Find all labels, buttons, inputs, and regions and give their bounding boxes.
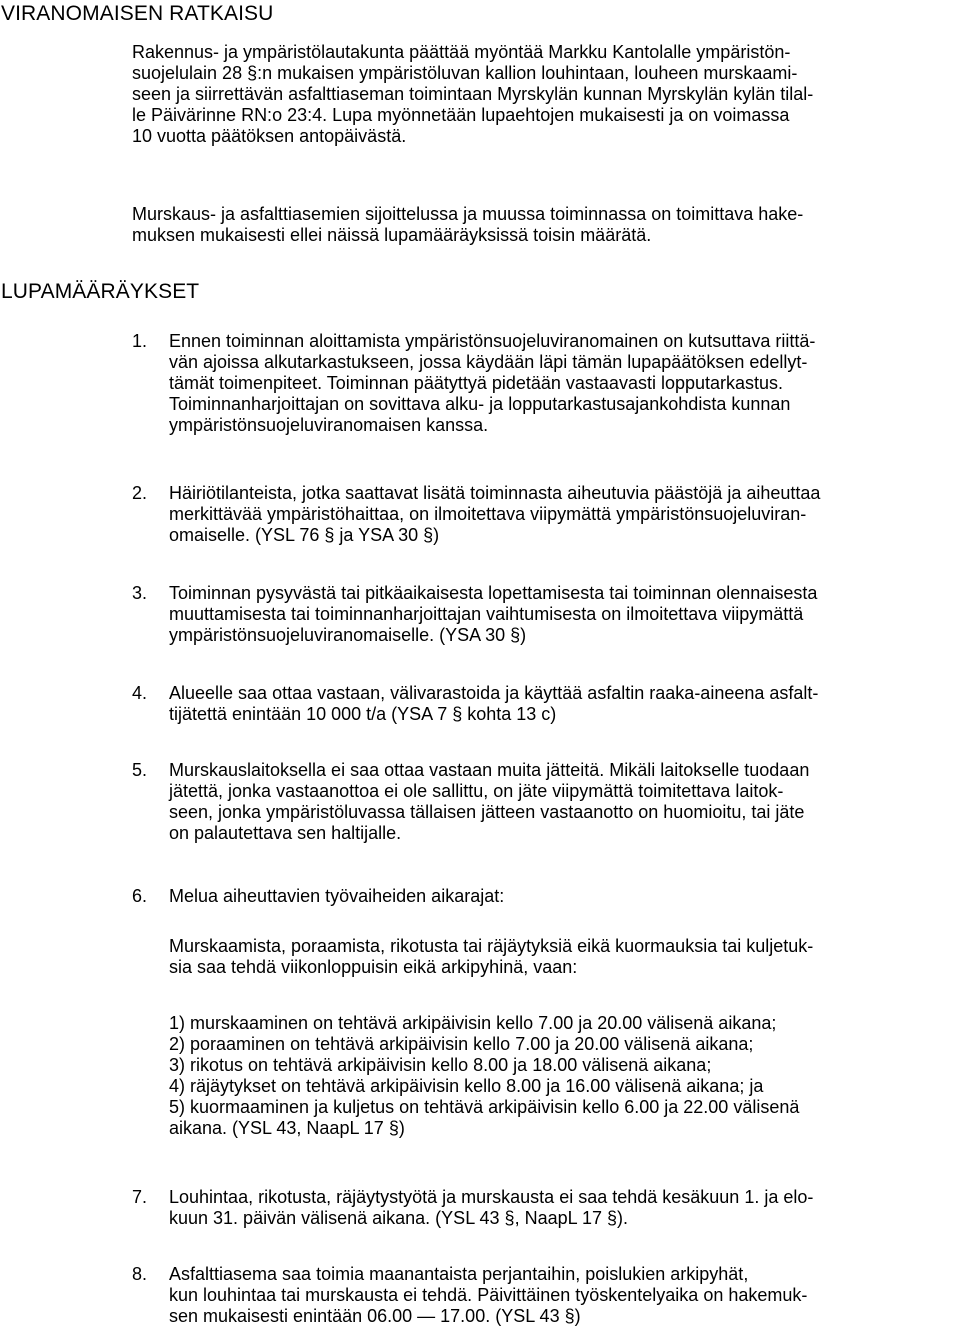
- condition-item: [132, 1264, 960, 1327]
- text-line: le Päivärinne RN:o 23:4. Lupa myönnetään lupaehtojen mukaisesti ja on voimassa: [132, 105, 790, 125]
- decision-paragraph: [132, 204, 952, 246]
- condition-number: 1.: [132, 331, 148, 351]
- condition-text: [169, 583, 960, 646]
- condition-intro: [169, 936, 959, 978]
- text-line: Murskauslaitoksella ei saa ottaa vastaan muita jätteitä. Mikäli laitokselle tuodaan: [169, 760, 810, 780]
- text-line: Rakennus- ja ympäristölautakunta päättää myöntää Markku Kantolalle ympäristön-: [132, 42, 791, 62]
- text-line: muksen mukaisesti ellei näissä lupamääräyksissä toisin määrätä.: [132, 225, 652, 245]
- text-line: Louhintaa, rikotusta, räjäytystyötä ja murskausta ei saa tehdä kesäkuun 1. ja elo-: [169, 1187, 814, 1207]
- text-line: tijätettä enintään 10 000 t/a (YSA 7 § kohta 13 c): [169, 704, 557, 724]
- condition-item: [132, 583, 960, 646]
- text-line: Ennen toiminnan aloittamista ympäristönsuojeluviranomainen on kutsuttava riittä-: [169, 331, 816, 351]
- text-line: seen ja siirrettävän asfalttiaseman toimintaan Myrskylän kunnan Myrskylän kylän tilal-: [132, 84, 814, 104]
- condition-number: 2.: [132, 483, 148, 503]
- text-line: Toiminnan pysyvästä tai pitkäaikaisesta lopettamisesta tai toiminnan olennaisesta: [169, 583, 818, 603]
- condition-text: [169, 483, 960, 546]
- text-line: Alueelle saa ottaa vastaan, välivarastoida ja käyttää asfaltin raaka-aineena asfalt-: [169, 683, 819, 703]
- text-line: merkittävää ympäristöhaittaa, on ilmoitettava viipymättä ympäristönsuojeluviran-: [169, 504, 807, 524]
- text-line: seen, jonka ympäristöluvassa tällaisen jätteen vastaanotto on huomioitu, tai jäte: [169, 802, 805, 822]
- conditions-heading: LUPAMÄÄRÄYKSET: [1, 280, 200, 303]
- condition-item: [132, 886, 960, 907]
- condition-item: [132, 483, 960, 546]
- text-line: muuttamisesta tai toiminnanharjoittajan vaihtumisesta on ilmoitettava viipymättä: [169, 604, 804, 624]
- text-line: Melua aiheuttavien työvaiheiden aikarajat:: [169, 886, 505, 906]
- schedule-line: 5) kuormaaminen ja kuljetus on tehtävä arkipäivisin kello 6.00 ja 22.00 välisenä: [169, 1097, 800, 1117]
- schedule-line: 4) räjäytykset on tehtävä arkipäivisin kello 8.00 ja 16.00 välisenä aikana; ja: [169, 1076, 764, 1096]
- condition-item: [132, 683, 960, 725]
- condition-text: [169, 1264, 960, 1327]
- text-line: tämät toimenpiteet. Toiminnan päätyttyä pidetään vastaavasti lopputarkastus.: [169, 373, 784, 393]
- text-line: sen mukaisesti enintään 06.00 — 17.00. (YSL 43 §): [169, 1306, 581, 1326]
- text-line: Murskaus- ja asfalttiasemien sijoittelussa ja muussa toiminnassa on toimittava hake-: [132, 204, 804, 224]
- condition-item: [132, 760, 960, 844]
- text-line: ympäristönsuojeluviranomaiselle. (YSA 30 §): [169, 625, 527, 645]
- text-line: Häiriötilanteista, jotka saattavat lisätä toiminnasta aiheutuvia päästöjä ja aiheuttaa: [169, 483, 821, 503]
- schedule-line: aikana. (YSL 43, NaapL 17 §): [169, 1118, 405, 1138]
- condition-text: [169, 683, 960, 725]
- condition-number: 8.: [132, 1264, 148, 1284]
- text-line: Asfalttiasema saa toimia maanantaista perjantaihin, poislukien arkipyhät,: [169, 1264, 749, 1284]
- text-line: vän ajoissa alkutarkastukseen, jossa käydään läpi tämän lupapäätöksen edellyt-: [169, 352, 808, 372]
- text-line: suojelulain 28 §:n mukaisen ympäristöluvan kallion louhintaan, louheen murskaami-: [132, 63, 798, 83]
- text-line: 10 vuotta päätöksen antopäivästä.: [132, 126, 407, 146]
- condition-number: 4.: [132, 683, 148, 703]
- text-line: on palautettava sen haltijalle.: [169, 823, 402, 843]
- schedule-line: 2) poraaminen on tehtävä arkipäivisin kello 7.00 ja 20.00 välisenä aikana;: [169, 1034, 754, 1054]
- condition-number: 6.: [132, 886, 148, 906]
- condition-schedule: [169, 1013, 959, 1139]
- text-line: Murskaamista, poraamista, rikotusta tai räjäytyksiä eikä kuormauksia tai kuljetuk-: [169, 936, 814, 956]
- text-line: ympäristönsuojeluviranomaisen kanssa.: [169, 415, 489, 435]
- text-line: kuun 31. päivän välisenä aikana. (YSL 43 §, NaapL 17 §).: [169, 1208, 628, 1228]
- text-line: omaiselle. (YSL 76 § ja YSA 30 §): [169, 525, 440, 545]
- schedule-line: 1) murskaaminen on tehtävä arkipäivisin kello 7.00 ja 20.00 välisenä aikana;: [169, 1013, 777, 1033]
- condition-text: [169, 760, 960, 844]
- schedule-line: 3) rikotus on tehtävä arkipäivisin kello 8.00 ja 18.00 välisenä aikana;: [169, 1055, 712, 1075]
- condition-text: [169, 886, 960, 907]
- condition-item: [132, 1187, 960, 1229]
- condition-number: 5.: [132, 760, 148, 780]
- text-line: sia saa tehdä viikonloppuisin eikä arkipyhinä, vaan:: [169, 957, 578, 977]
- decision-paragraph: [132, 42, 952, 147]
- text-line: jätettä, jonka vastaanottoa ei ole sallittu, on jäte viipymättä toimitettava laitok-: [169, 781, 784, 801]
- condition-item: [132, 331, 960, 436]
- condition-text: [169, 331, 960, 436]
- text-line: kun louhintaa tai murskausta ei tehdä. Päivittäinen työskentelyaika on hakemuk-: [169, 1285, 808, 1305]
- condition-text: [169, 1187, 960, 1229]
- decision-heading: VIRANOMAISEN RATKAISU: [1, 2, 274, 25]
- text-line: Toiminnanharjoittajan on sovittava alku- ja lopputarkastusajankohdista kunnan: [169, 394, 791, 414]
- condition-number: 3.: [132, 583, 148, 603]
- condition-number: 7.: [132, 1187, 148, 1207]
